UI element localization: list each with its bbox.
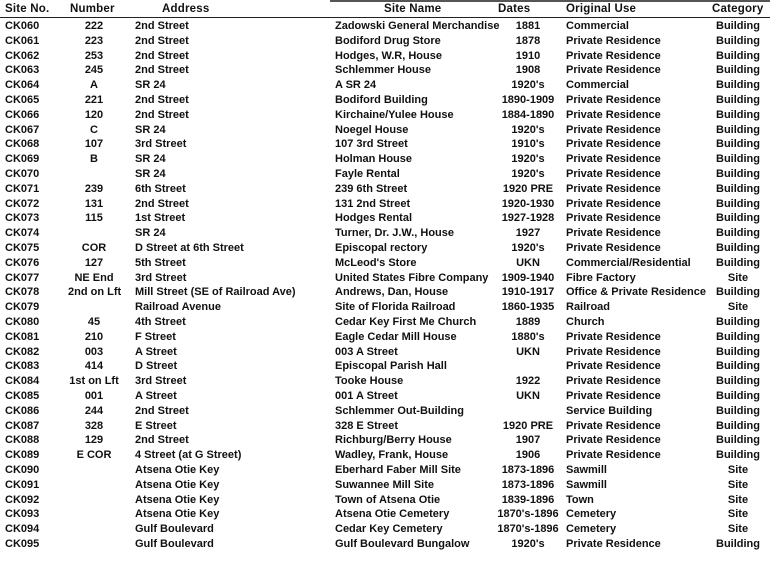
cell-original-use: Private Residence [566,167,661,180]
cell-address: 2nd Street [135,93,189,106]
cell-category: Building [716,123,760,136]
cell-original-use: Commercial/Residential [566,256,691,269]
cell-original-use: Service Building [566,404,653,417]
cell-site-no: CK066 [5,108,40,121]
cell-number: 129 [84,434,104,447]
cell-number: 2nd on Lft [68,286,122,299]
cell-site-name: Andrews, Dan, House [335,286,449,299]
cell-site-no: CK085 [5,389,40,402]
cell-site-name: Episcopal Parish Hall [335,360,447,373]
cell-original-use: Private Residence [566,330,661,343]
cell-original-use: Private Residence [566,49,661,62]
cell-address: Atsena Otie Key [135,463,220,476]
cell-site-name: Hodges Rental [335,212,413,225]
cell-category: Building [716,256,760,269]
cell-site-no: CK072 [5,197,40,210]
cell-original-use: Private Residence [566,241,661,254]
cell-original-use: Private Residence [566,375,661,388]
cell-site-no: CK062 [5,49,40,62]
cell-dates: 1920-1930 [501,197,555,210]
cell-dates: 1881 [515,20,541,32]
cell-address: 2nd Street [135,49,189,62]
cell-original-use: Commercial [566,20,629,32]
cell-category: Site [727,508,749,521]
cell-number: B [90,153,98,166]
cell-site-no: CK070 [5,167,40,180]
cell-site-name: 239 6th Street [335,182,408,195]
cell-site-no: CK071 [5,182,40,195]
cell-site-no: CK076 [5,256,40,269]
cell-dates: 1910 [515,49,541,62]
header-site-no: Site No. [5,3,50,15]
cell-address: 2nd Street [135,434,189,447]
cell-site-no: CK074 [5,227,40,240]
cell-category: Site [727,493,749,506]
cell-number: 245 [84,64,104,77]
table-row [0,433,770,448]
cell-address: 6th Street [135,182,186,195]
header-number: Number [70,3,115,15]
cell-category: Building [716,49,760,62]
cell-site-no: CK084 [5,375,40,388]
cell-address: 4th Street [135,315,186,328]
cell-address: E Street [135,419,177,432]
cell-address: 2nd Street [135,108,189,121]
cell-site-name: Eagle Cedar Mill House [335,330,457,343]
cell-site-no: CK068 [5,138,40,151]
cell-number: 253 [84,49,104,62]
table-row [0,404,770,419]
cell-original-use: Private Residence [566,434,661,447]
cell-category: Building [716,286,760,299]
cell-category: Building [716,345,760,358]
cell-category: Building [716,79,760,92]
table-row [0,241,770,256]
cell-category: Site [727,301,749,314]
cell-site-no: CK073 [5,212,40,225]
cell-address: 1st Street [135,212,186,225]
cell-address: 3rd Street [135,375,187,388]
cell-address: SR 24 [135,153,166,166]
cell-number: C [90,123,98,136]
table-row [0,182,770,197]
table-row [0,226,770,241]
cell-site-name: Bodiford Drug Store [335,34,441,47]
cell-dates: UKN [516,345,540,358]
cell-address: 3rd Street [135,138,187,151]
cell-site-name: Eberhard Faber Mill Site [335,463,461,476]
cell-original-use: Sawmill [566,463,607,476]
cell-site-name: Cedar Key Cemetery [335,523,443,536]
cell-original-use: Sawmill [566,478,607,491]
table-row [0,493,770,508]
cell-category: Building [716,153,760,166]
cell-site-name: Richburg/Berry House [335,434,452,447]
cell-number: 239 [84,182,104,195]
cell-address: 3rd Street [135,271,187,284]
table-row [0,315,770,330]
cell-category: Building [716,404,760,417]
cell-site-name: Atsena Otie Cemetery [335,508,450,521]
cell-category: Building [716,330,760,343]
cell-dates: 1920's [511,537,545,550]
cell-address: Railroad Avenue [135,301,221,314]
cell-original-use: Private Residence [566,34,661,47]
cell-site-no: CK095 [5,537,40,550]
cell-address: SR 24 [135,79,166,92]
cell-dates: 1910's [511,138,545,151]
cell-site-no: CK090 [5,463,40,476]
cell-site-name: 328 E Street [335,419,398,432]
header-dates: Dates [498,3,531,15]
table-row [0,285,770,300]
cell-category: Site [727,478,749,491]
cell-address: Mill Street (SE of Railroad Ave) [135,286,296,299]
cell-dates: 1920 PRE [502,419,554,432]
cell-site-name: Hodges, W.R, House [335,49,442,62]
table-row [0,419,770,434]
cell-site-no: CK086 [5,404,40,417]
cell-category: Building [716,20,760,32]
cell-site-name: Site of Florida Railroad [335,301,456,314]
table-row [0,448,770,463]
table-row [0,507,770,522]
cell-site-name: Schlemmer Out-Building [335,404,464,417]
cell-site-no: CK079 [5,301,40,314]
cell-category: Building [716,241,760,254]
cell-dates: 1909-1940 [501,271,555,284]
cell-address: 2nd Street [135,404,189,417]
cell-dates: 1922 [515,375,541,388]
header-category: Category [712,3,764,15]
cell-address: SR 24 [135,123,166,136]
cell-site-name: 003 A Street [335,345,398,358]
cell-dates: 1920's [511,167,545,180]
cell-category: Building [716,434,760,447]
cell-site-name: Schlemmer House [335,64,431,77]
cell-dates: 1870's-1896 [497,523,559,536]
header-original-use: Original Use [566,3,637,15]
cell-category: Building [716,227,760,240]
cell-dates: 1889 [515,315,541,328]
cell-category: Building [716,389,760,402]
cell-address: A Street [135,389,177,402]
cell-address: Atsena Otie Key [135,508,220,521]
cell-number: 244 [84,404,104,417]
cell-dates: 1839-1896 [501,493,555,506]
cell-original-use: Private Residence [566,108,661,121]
cell-site-name: Noegel House [335,123,409,136]
cell-dates: 1884-1890 [501,108,555,121]
cell-site-name: 107 3rd Street [335,138,408,151]
cell-original-use: Church [566,315,605,328]
cell-dates: 1860-1935 [501,301,555,314]
cell-address: Gulf Boulevard [135,537,214,550]
cell-number: E COR [76,449,112,462]
cell-dates: 1873-1896 [501,478,555,491]
cell-address: SR 24 [135,167,166,180]
cell-dates: 1920 PRE [502,182,554,195]
cell-number: 107 [84,138,104,151]
cell-dates: 1927-1928 [501,212,555,225]
cell-site-name: A SR 24 [335,79,377,92]
table-row [0,389,770,404]
cell-site-no: CK089 [5,449,40,462]
header-rule [0,17,770,18]
cell-address: 2nd Street [135,20,189,32]
cell-original-use: Private Residence [566,449,661,462]
cell-site-name: McLeod's Store [335,256,417,269]
table-row [0,374,770,389]
cell-original-use: Private Residence [566,93,661,106]
cell-dates: 1880's [511,330,545,343]
cell-number: A [90,79,98,92]
cell-site-name: Zadowski General Merchandise [335,20,500,32]
cell-original-use: Private Residence [566,419,661,432]
cell-category: Building [716,182,760,195]
table-row [0,137,770,152]
cell-number: 127 [84,256,104,269]
cell-original-use: Private Residence [566,197,661,210]
cell-category: Building [716,138,760,151]
table-row [0,78,770,93]
cell-dates: UKN [516,389,540,402]
table-row [0,19,770,34]
table-header [0,3,770,18]
cell-original-use: Private Residence [566,153,661,166]
cell-address: 4 Street (at G Street) [135,449,242,462]
table-row [0,300,770,315]
cell-address: 5th Street [135,256,186,269]
cell-site-name: Suwannee Mill Site [335,478,435,491]
cell-site-no: CK063 [5,64,40,77]
cell-category: Building [716,537,760,550]
cell-number: COR [81,241,107,254]
table-row [0,345,770,360]
cell-original-use: Private Residence [566,389,661,402]
table-row [0,463,770,478]
cell-dates: 1910-1917 [501,286,555,299]
cell-site-no: CK083 [5,360,40,373]
cell-address: 2nd Street [135,64,189,77]
table-row [0,256,770,271]
cell-original-use: Private Residence [566,360,661,373]
cell-site-no: CK088 [5,434,40,447]
cell-dates: 1890-1909 [501,93,555,106]
cell-site-name: Cedar Key First Me Church [335,315,477,328]
cell-original-use: Commercial [566,79,629,92]
cell-category: Building [716,449,760,462]
cell-site-name: Wadley, Frank, House [335,449,449,462]
cell-site-no: CK080 [5,315,40,328]
cell-site-name: Gulf Boulevard Bungalow [335,537,470,550]
cell-site-no: CK061 [5,34,40,47]
cell-category: Building [716,360,760,373]
cell-site-no: CK064 [5,79,40,92]
cell-address: F Street [135,330,176,343]
cell-original-use: Cemetery [566,523,617,536]
cell-number: NE End [74,271,114,284]
cell-number: 223 [84,34,104,47]
table-row [0,330,770,345]
table-row [0,167,770,182]
table-row [0,49,770,64]
cell-original-use: Railroad [566,301,611,314]
cell-original-use: Private Residence [566,227,661,240]
cell-original-use: Private Residence [566,123,661,136]
table-body [0,19,770,552]
header-site-name: Site Name [384,3,442,15]
cell-original-use: Private Residence [566,182,661,195]
table-row [0,522,770,537]
cell-original-use: Private Residence [566,212,661,225]
cell-original-use: Town [566,493,594,506]
cell-site-no: CK094 [5,523,40,536]
cell-original-use: Cemetery [566,508,617,521]
cell-category: Building [716,419,760,432]
cell-address: Gulf Boulevard [135,523,214,536]
cell-category: Building [716,93,760,106]
cell-number: 131 [84,197,104,210]
cell-original-use: Private Residence [566,345,661,358]
table-row [0,197,770,212]
cell-address: 2nd Street [135,197,189,210]
table-row [0,359,770,374]
cell-site-name: 131 2nd Street [335,197,411,210]
cell-number: 003 [84,345,104,358]
cell-site-no: CK087 [5,419,40,432]
cell-number: 210 [84,330,104,343]
cell-site-name: Fayle Rental [335,167,400,180]
cell-dates: 1906 [515,449,541,462]
cell-site-no: CK091 [5,478,40,491]
cell-dates: 1920's [511,241,545,254]
cell-site-name: Episcopal rectory [335,241,428,254]
cell-category: Building [716,197,760,210]
cell-site-name: Kirchaine/Yulee House [335,108,454,121]
cell-dates: 1920's [511,123,545,136]
cell-dates: 1908 [515,64,541,77]
cell-address: Atsena Otie Key [135,478,220,491]
cell-site-no: CK075 [5,241,40,254]
cell-original-use: Office & Private Residence [566,286,707,299]
cell-address: A Street [135,345,177,358]
cell-site-name: 001 A Street [335,389,398,402]
cell-dates: 1927 [515,227,541,240]
cell-dates: 1907 [515,434,541,447]
cell-site-name: Town of Atsena Otie [335,493,441,506]
cell-address: SR 24 [135,227,166,240]
cell-dates: 1920's [511,79,545,92]
cell-number: 1st on Lft [69,375,119,388]
cell-site-no: CK082 [5,345,40,358]
cell-site-no: CK092 [5,493,40,506]
cell-category: Site [727,463,749,476]
cell-dates: 1873-1896 [501,463,555,476]
table-row [0,537,770,552]
cell-category: Building [716,64,760,77]
header-address: Address [162,3,210,15]
cell-dates: 1920's [511,153,545,166]
cell-number: 45 [87,315,101,328]
cell-category: Site [727,271,749,284]
cell-number: 328 [84,419,104,432]
cell-number: 414 [84,360,104,373]
cell-original-use: Private Residence [566,64,661,77]
cell-original-use: Private Residence [566,537,661,550]
cell-number: 221 [84,93,104,106]
cell-site-no: CK067 [5,123,40,136]
cell-original-use: Fibre Factory [566,271,636,284]
table-row [0,63,770,78]
cell-number: 115 [85,212,103,225]
cell-site-no: CK069 [5,153,40,166]
cell-dates: UKN [516,256,540,269]
cell-category: Building [716,315,760,328]
cell-category: Building [716,34,760,47]
cell-site-no: CK081 [5,330,40,343]
cell-address: Atsena Otie Key [135,493,220,506]
cell-site-no: CK093 [5,508,40,521]
cell-category: Building [716,375,760,388]
cell-site-name: United States Fibre Company [335,271,489,284]
cell-address: 2nd Street [135,34,189,47]
cell-site-no: CK060 [5,20,40,32]
cell-site-name: Turner, Dr. J.W., House [335,227,454,240]
cell-site-name: Holman House [335,153,413,166]
table-row [0,93,770,108]
cell-address: D Street at 6th Street [135,241,244,254]
table-row [0,271,770,286]
table-row [0,152,770,167]
cell-dates: 1878 [515,34,541,47]
cell-number: 120 [84,108,104,121]
cell-number: 222 [84,20,104,32]
cell-category: Building [716,108,760,121]
cell-number: 001 [84,389,104,402]
cell-site-name: Bodiford Building [335,93,428,106]
table-row [0,123,770,138]
cell-original-use: Private Residence [566,138,661,151]
cell-site-no: CK078 [5,286,40,299]
cell-site-no: CK065 [5,93,40,106]
cell-category: Building [716,167,760,180]
cell-dates: 1870's-1896 [497,508,559,521]
cell-site-no: CK077 [5,271,40,284]
table-row [0,108,770,123]
table-row [0,478,770,493]
cell-category: Building [716,212,760,225]
cell-address: D Street [135,360,178,373]
table-row [0,211,770,226]
top-rule [330,0,770,2]
cell-site-name: Tooke House [335,375,404,388]
table-row [0,34,770,49]
cell-category: Site [727,523,749,536]
